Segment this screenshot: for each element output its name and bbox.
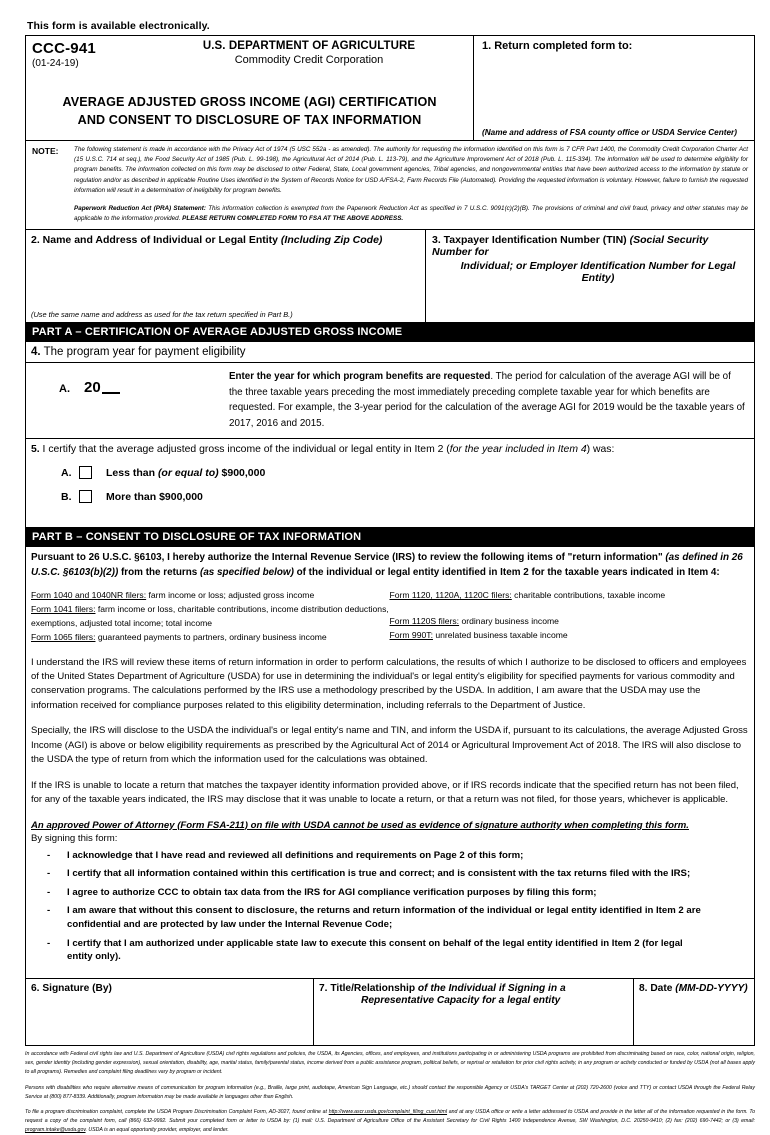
complaint-form-link[interactable]: http://www.ascr.usda.gov/complaint_filing_cust.html xyxy=(328,1109,448,1116)
filer-text: farm income or loss; adjusted gross income xyxy=(146,589,315,600)
available-electronically-note: This form is available electronically. xyxy=(27,20,210,32)
item7-label-line2: Representative Capacity for a legal entity xyxy=(361,994,561,1006)
part-b-paragraph-1: I understand the IRS will review these items of return information in order to perform calculations, the results of which I authorize to be disclosed to officers and employees of the United States Department of Agriculture (USDA) for use in determining the individual's or legal entity's eligibility for specified payments for various commodity and conservation programs. The calculations performed by the IRS use a methodology prescribed by the USDA. In addition, I am aware that the USDA may use the information received for compliance purposes related to this eligibility determination, including referrals to the Department of Justice. xyxy=(31,656,747,711)
note-paragraph-pra xyxy=(74,204,748,224)
item3-tin[interactable] xyxy=(426,230,754,322)
part-b-paragraph-2: Specially, the IRS will disclose to the USDA the individual's or legal entity's name and TIN, and inform the USDA if, pursuant to its calculations, the average Adjusted Gross Income (AGI) is above or below eligibility requirements as prescribed by the Agricultural Act of 2014 or Agricultural Improvement Act of 2018. The IRS will also disclose to the USDA the type of return from which the information used for the calculations was obtained. xyxy=(31,725,748,766)
item5-option-a-row[interactable] xyxy=(31,466,748,479)
agency-subname: Commodity Credit Corporation xyxy=(234,54,384,66)
list-item xyxy=(31,904,748,931)
footer-paragraph-1: In accordance with Federal civil rights law and U.S. Department of Agriculture (USDA) civil rights regulations and policies, the USDA, its Agencies, offices, and employees, and institutions participating in or administering USDA programs are prohibited from discriminating based on race, color, national origin, religion, sex, gender identity (including gender expression), sexual orientation, disability, age, marital status, family/parental status, income derived from a public assistance program, political beliefs, or reprisal or retaliation for prior civil rights activity, in any program or activity conducted or funded by USDA (not all bases apply to all programs). Remedies and complaint filing deadlines vary by program or incident. xyxy=(25,1050,755,1075)
form-title-line1: AVERAGE ADJUSTED GROSS INCOME (AGI) CERTIFICATION xyxy=(62,95,437,109)
item5-certification xyxy=(26,439,754,528)
item8-label xyxy=(639,983,749,994)
footer-p3-c: . USDA is an equal opportunity provider, employer, and lender. xyxy=(85,1127,229,1134)
item1-label: 1. Return completed form to: xyxy=(482,40,633,52)
bullet-text: I certify that all information contained within this certification is true and correct; and is consistent with the tax returns filed with the IRS; xyxy=(67,868,691,880)
filers-right-column xyxy=(390,589,749,645)
part-b-intro-italic-2: (as specified below) xyxy=(200,566,294,578)
item8-date[interactable] xyxy=(634,979,754,1045)
item4-letter: A. xyxy=(59,383,70,396)
footer-paragraph-3 xyxy=(25,1108,755,1135)
filer-item xyxy=(31,589,390,603)
form-container xyxy=(25,35,755,1046)
list-item xyxy=(31,867,748,881)
option-a-text2: $900,000 xyxy=(218,466,266,479)
filer-item xyxy=(390,629,749,643)
header-left xyxy=(26,36,474,140)
footer-paragraph-2: Persons with disabilities who require alternative means of communication for program information (e.g., Braille, large print, audiotape, American Sign Language, etc.) should contact the responsible Agency or USDA's TARGET Center at (202) 720-2600 (voice and TTY) or contact USDA through the Federal Relay Service at (800) 877-8339. Additionally, program information may be made available in languages other than English. xyxy=(25,1084,755,1100)
filer-text: charitable contributions, taxable income xyxy=(511,589,666,600)
item4-year-prefix: 20 xyxy=(84,379,101,397)
item7-label-italic: of the Individual if Signing in a xyxy=(417,982,566,994)
item5-option-b-row[interactable] xyxy=(31,490,748,503)
bullet-dash: - xyxy=(47,886,51,898)
filer-item xyxy=(390,589,749,603)
option-a-letter: A. xyxy=(61,466,72,479)
item7-label-text: 7. Title/Relationship xyxy=(319,982,418,994)
footer-disclaimer xyxy=(25,1050,755,1135)
item2-label-italic: (Including Zip Code) xyxy=(278,234,383,247)
item4-year-field[interactable] xyxy=(31,369,229,431)
item4-instructions-text: . The period for calculation of the average AGI will be of the three taxable years preceding the most immediately preceding complete taxable year for which benefits are requested. For example, the 3-year period for the calculation of the average AGI for 2019 would be the taxable years of 2017, 2016 and 2015. xyxy=(229,371,745,429)
part-b-intro-3: of the individual or legal entity identified in Item 2 for the taxable years indicated in Item 4: xyxy=(293,566,720,578)
item4-header xyxy=(26,342,754,363)
list-item xyxy=(31,849,748,863)
item4-label: The program year for payment eligibility xyxy=(40,346,246,359)
bullet-text: I acknowledge that I have read and reviewed all definitions and requirements on Page 2 of this form; xyxy=(67,849,524,861)
item6-signature[interactable] xyxy=(26,979,314,1045)
filer-title: Form 1120S filers: xyxy=(389,615,460,626)
item2-name-address[interactable] xyxy=(26,230,426,322)
item8-label-italic: (MM-DD-YYYY) xyxy=(675,982,748,994)
item3-label-text: 3. Taxpayer Identification Number (TIN) xyxy=(432,234,627,247)
bullet-dash: - xyxy=(47,849,51,861)
note-label: NOTE: xyxy=(32,146,59,156)
form-revision-date: (01-24-19) xyxy=(32,58,79,69)
list-item xyxy=(31,886,748,900)
pra-title: Paperwork Reduction Act (PRA) Statement: xyxy=(74,204,206,212)
form-title-line2: AND CONSENT TO DISCLOSURE OF TAX INFORMATION xyxy=(77,113,422,128)
filer-text: farm income or loss, charitable contributions, income distribution deductions, exemptions, adjusted total income; total income xyxy=(31,603,389,628)
item6-label: 6. Signature (By) xyxy=(31,982,112,994)
filer-title: Form 1065 filers: xyxy=(31,631,96,642)
footer-p3-b: and at any USDA office or write a letter addressed to USDA and provide in the letter all of the information requested in the form. To request a copy of the complaint form, call (866) 632-9992. Submit your completed form or letter to USDA by: (1) mail: U.S. Department of Agriculture Office of the Assistant Secretary for Civil Rights 1400 Independence Avenue, SW Washington, D.C. 20250-9410; (2) fax: (202) 690-7442; or (3) email: xyxy=(25,1109,756,1125)
part-b-paragraph-3: If the IRS is unable to locate a return that matches the taxpayer identity information provided above, or if IRS records indicate that the specified return has not been filed, for any of the taxable years indicated, the IRS may disclose that it was unable to locate a return, or that a return was not filed, for those years, whichever is applicable. xyxy=(31,779,739,806)
bullet-dash: - xyxy=(47,905,51,917)
item4-instructions xyxy=(229,369,746,431)
filer-title: Form 990T: xyxy=(389,629,433,640)
bullet-dash: - xyxy=(47,868,51,880)
part-b-intro-2: from the returns xyxy=(118,566,201,578)
header-row xyxy=(26,36,754,141)
part-b-intro-italic-1: (as defined in 26 U.S.C. §6103(b)(2)) xyxy=(31,552,743,578)
item4-year-blank[interactable] xyxy=(102,380,120,394)
filer-text: ordinary business income xyxy=(459,615,559,626)
program-intake-email-link[interactable]: program.intake@usda.gov xyxy=(25,1127,86,1134)
pra-return-notice: PLEASE RETURN COMPLETED FORM TO FSA AT THE ABOVE ADDRESS. xyxy=(182,215,404,223)
signing-bullets xyxy=(31,849,748,964)
item2-label-text: 2. Name and Address of Individual or Legal Entity xyxy=(31,234,278,247)
form-title xyxy=(32,93,467,130)
part-b-spacer xyxy=(31,964,748,974)
filers-spacer xyxy=(390,603,749,615)
bullet-text: I am aware that without this consent to disclosure, the returns and return information of the individual or legal entity identified in Item 2 are confidential and are protected by law under the Internal Revenue Code; xyxy=(67,905,701,930)
part-b-intro xyxy=(31,551,748,580)
filer-text: unrelated business taxable income xyxy=(432,629,568,640)
signing-lead: By signing this form: xyxy=(31,832,118,844)
item5-spacer xyxy=(31,503,748,519)
item1-return-to[interactable] xyxy=(474,36,754,140)
filer-title: Form 1040 and 1040NR filers: xyxy=(31,589,147,600)
item3-label xyxy=(432,234,748,258)
pra-text: This information collection is exempted from the Paperwork Reduction Act as specified in 7 U.S.C. 9091(c)(2)(B). The provisions of criminal and civil fraud, privacy and other statutes may be applicable to the information provided. xyxy=(74,204,748,223)
item3-label-line2: Individual; or Employer Identification Number for Legal Entity) xyxy=(460,260,736,285)
option-b-checkbox[interactable] xyxy=(79,490,92,503)
filer-title: Form 1120, 1120A, 1120C filers: xyxy=(389,589,512,600)
part-b-header: PART B – CONSENT TO DISCLOSURE OF TAX INFORMATION xyxy=(26,528,754,547)
part-b-intro-1: Pursuant to 26 U.S.C. §6103, I hereby authorize the Internal Revenue Service (IRS) to review the following items of "return information" xyxy=(31,552,666,564)
option-b-text: More than $900,000 xyxy=(106,490,203,503)
item1-hint: (Name and address of FSA county office or USDA Service Center) xyxy=(482,128,737,137)
item4-instructions-bold: Enter the year for which program benefits are requested xyxy=(229,371,491,383)
item5-lead-b: ) was: xyxy=(586,444,615,456)
item4-number: 4. xyxy=(31,346,41,359)
part-b-body xyxy=(26,547,754,978)
filer-item xyxy=(31,603,390,631)
item8-label-text: 8. Date xyxy=(639,982,676,994)
footer-p3-a: To file a program discrimination complaint, complete the USDA Program Discrimination Complaint Form, AD-3027, found online at xyxy=(25,1109,329,1116)
option-a-text xyxy=(106,467,265,479)
agency-block xyxy=(144,40,474,66)
item7-label xyxy=(319,983,628,994)
part-a-header: PART A – CERTIFICATION OF AVERAGE ADJUSTED GROSS INCOME xyxy=(26,323,754,342)
bullet-dash: - xyxy=(47,937,51,949)
option-b-letter: B. xyxy=(61,490,72,503)
item2-label xyxy=(31,234,419,246)
note-paragraph-1: The following statement is made in accordance with the Privacy Act of 1974 (5 USC 552a - as amended). The authority for requesting the information identified on this form is 7 CFR Part 1400, the Commodity Credit Corporation Charter Act (15 U.S.C. 714 et seq.), the Food Security Act of 1985 (Pub. L. 99-198), the Agricultural Act of 2014 (Pub. L. 113-79), and the Agriculture Improvement Act of 2018 (Pub. L. 115-334). The information will be used to determine eligibility for program benefits. The information collected on this form may be disclosed to other Federal, State, Local government agencies, Tribal agencies, and nongovernmental entities that have been authorized access to the information by statute or regulation and/or as described in applicable Routine Uses identified in the System of Records Notice for USD A/FSA-2, Farm Records File (Automated). Providing the requested information is voluntary. However, failure to furnish the requested information will result in a determination of ineligibility for program benefits. xyxy=(74,146,748,194)
power-of-attorney-note: An approved Power of Attorney (Form FSA-211) on file with USDA cannot be used as evidence of signature authority when completing this form. xyxy=(31,819,689,831)
bullet-text: I agree to authorize CCC to obtain tax data from the IRS for AGI compliance verification purposes by filing this form; xyxy=(67,886,597,898)
note-body xyxy=(74,145,748,224)
filer-title: Form 1041 filers: xyxy=(31,603,96,614)
filer-item xyxy=(31,631,390,645)
item2-hint: (Use the same name and address as used for the tax return specified in Part B.) xyxy=(31,310,293,320)
option-a-text1: Less than xyxy=(106,466,158,479)
form-number: CCC-941 xyxy=(32,40,96,57)
agency-name: U.S. DEPARTMENT OF AGRICULTURE xyxy=(202,40,416,52)
option-a-italic: (or equal to) xyxy=(157,466,219,479)
bullet-text: I certify that I am authorized under applicable state law to execute this consent on behalf of the legal entity identified in Item 2 (for legal entity only). xyxy=(67,937,683,963)
item2-item3-row xyxy=(26,230,754,323)
item3-label-italic: (Social Security Number for xyxy=(432,234,709,259)
filers-lists xyxy=(31,589,748,645)
option-a-checkbox[interactable] xyxy=(79,466,92,479)
item7-title-relationship[interactable] xyxy=(314,979,634,1045)
item5-lead-italic: for the year included in Item 4 xyxy=(449,444,587,456)
filer-text: guaranteed payments to partners, ordinary business income xyxy=(95,631,327,642)
signature-row xyxy=(26,978,754,1045)
filers-left-column xyxy=(31,589,390,645)
filer-item xyxy=(390,615,749,629)
item5-lead-a: I certify that the average adjusted gross income of the individual or legal entity in Item 2 ( xyxy=(39,444,450,456)
item5-number: 5. xyxy=(31,444,40,456)
item5-lead xyxy=(31,444,748,455)
item4-body xyxy=(26,363,754,439)
list-item xyxy=(31,937,748,964)
privacy-note-section xyxy=(26,141,754,230)
